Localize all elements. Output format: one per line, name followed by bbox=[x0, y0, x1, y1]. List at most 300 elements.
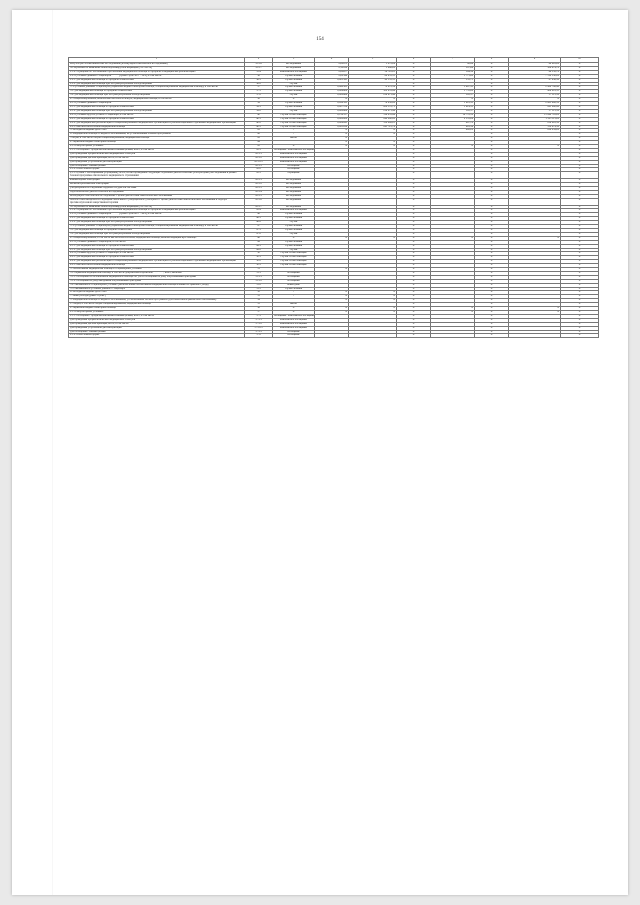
table-cell: X bbox=[561, 113, 599, 117]
table-cell: 7 760 330,20 bbox=[509, 74, 561, 78]
row-label-cell: 2.1.2. в неотложной форме bbox=[69, 334, 245, 338]
table-cell: X bbox=[475, 109, 509, 113]
table-cell: X bbox=[475, 240, 509, 244]
table-cell: случай лечения bbox=[273, 228, 315, 232]
table-cell: X bbox=[561, 283, 599, 287]
table-cell: X bbox=[397, 121, 431, 125]
table-cell: X bbox=[475, 121, 509, 125]
table-cell: X bbox=[475, 299, 509, 303]
table-cell: X bbox=[475, 326, 509, 330]
table-cell: - bbox=[273, 129, 315, 133]
table-cell: X bbox=[397, 164, 431, 168]
table-cell: посещений bbox=[273, 271, 315, 275]
table-cell: X bbox=[397, 190, 431, 194]
row-label-cell: для проведения профилактических медицинских осмотров bbox=[69, 152, 245, 156]
table-cell: X bbox=[561, 82, 599, 86]
table-cell: X bbox=[475, 236, 509, 240]
table-cell: исследование bbox=[273, 66, 315, 70]
table-cell: 158 474,30 bbox=[509, 125, 561, 129]
table-cell: X bbox=[475, 213, 509, 217]
table-cell: X bbox=[561, 105, 599, 109]
table-cell: 102 631,96 bbox=[349, 90, 397, 94]
table-row bbox=[69, 172, 599, 179]
table-cell: 102,37 bbox=[431, 94, 475, 98]
table-cell bbox=[349, 198, 397, 205]
table-cell: X bbox=[475, 194, 509, 198]
table-cell: 46 bbox=[245, 213, 273, 217]
table-cell: X bbox=[397, 145, 431, 149]
table-cell: X bbox=[561, 244, 599, 248]
table-cell: случай госпитализации bbox=[273, 117, 315, 121]
table-cell: X bbox=[475, 198, 509, 205]
table-cell: 2 355,06 bbox=[431, 117, 475, 121]
table-cell: 35.3.7 bbox=[245, 66, 273, 70]
table-cell: исследование bbox=[273, 198, 315, 205]
table-cell: 239 816,30 bbox=[509, 121, 561, 125]
row-label-cell: для проведения диспансеризации, всего, в том числе: bbox=[69, 322, 245, 326]
table-cell: койко-день bbox=[273, 283, 315, 287]
table-cell: X bbox=[397, 86, 431, 90]
table-cell: 1 775,62 bbox=[431, 74, 475, 78]
table-cell bbox=[509, 334, 561, 338]
table-cell: X bbox=[561, 303, 599, 307]
table-cell: случай госпитализации bbox=[273, 113, 315, 117]
table-cell: 72 872,19 bbox=[349, 86, 397, 90]
table-cell: X bbox=[397, 90, 431, 94]
table-cell: X bbox=[561, 172, 599, 179]
table-cell: 46.2 bbox=[245, 221, 273, 225]
table-cell bbox=[349, 172, 397, 179]
table-cell: X bbox=[509, 307, 561, 311]
table-cell: 57 bbox=[245, 311, 273, 315]
table-cell: X bbox=[315, 291, 349, 295]
table-cell: 5 667,33 bbox=[431, 86, 475, 90]
table-cell: X bbox=[397, 256, 431, 260]
table-cell: X bbox=[475, 82, 509, 86]
table-cell: 51.1 bbox=[245, 271, 273, 275]
table-cell: 39 bbox=[245, 102, 273, 106]
table-cell: X bbox=[397, 221, 431, 225]
table-cell: 45.1.1 bbox=[245, 152, 273, 156]
table-cell: X bbox=[397, 82, 431, 86]
table-cell: 2 420 786,40 bbox=[509, 86, 561, 90]
table-cell: X bbox=[397, 98, 431, 102]
table-cell: 45 bbox=[245, 145, 273, 149]
table-cell: 45.3.5 bbox=[245, 194, 273, 198]
table-cell: X bbox=[397, 260, 431, 264]
table-cell: случай госпитализации bbox=[273, 125, 315, 129]
table-cell: 0,004443 bbox=[315, 121, 349, 125]
table-cell: X bbox=[561, 256, 599, 260]
table-cell: 408,22 bbox=[431, 129, 475, 133]
table-cell: 219 673,46 bbox=[349, 109, 397, 113]
table-cell: случай госпитализации bbox=[273, 121, 315, 125]
table-cell: X bbox=[431, 307, 475, 311]
table-cell: 11 840 763,00 bbox=[509, 113, 561, 117]
table-cell: X bbox=[475, 74, 509, 78]
table-cell bbox=[509, 198, 561, 205]
table-cell: 45.3.3 bbox=[245, 187, 273, 191]
table-cell: X bbox=[397, 105, 431, 109]
table-cell: 42 bbox=[245, 133, 273, 137]
table-cell: 135,75 bbox=[431, 78, 475, 82]
table-cell: X bbox=[561, 295, 599, 299]
row-label-cell: 4.2.3. высокотехнологичная медицинская помощь bbox=[69, 264, 245, 268]
table-cell: X bbox=[431, 98, 475, 102]
table-cell: X bbox=[561, 334, 599, 338]
table-cell: X bbox=[475, 190, 509, 194]
row-label-cell: 2.1. в амбулаторных условиях: bbox=[69, 311, 245, 315]
table-cell: 0,02101 bbox=[315, 63, 349, 67]
table-cell: X bbox=[397, 334, 431, 338]
row-label-cell: 2.2.2. для медицинской помощи при экстракорпоральном оплодотворении bbox=[69, 82, 245, 86]
table-cell: X bbox=[315, 307, 349, 311]
row-label-cell: 4.2.2. для медицинской реабилитации в специализированных медицинских организациях и реабилитационных отделениях медицинских организаций bbox=[69, 121, 245, 125]
table-cell: исследование bbox=[273, 179, 315, 183]
table-cell: X bbox=[561, 228, 599, 232]
table-cell: X bbox=[561, 133, 599, 137]
table-cell: 57.1.2.1 bbox=[245, 326, 273, 330]
table-cell: X bbox=[561, 194, 599, 198]
row-label-cell: тестирование на выявление новой коронавирусной инфекции (COVID-19) bbox=[69, 66, 245, 70]
table-cell: 51.3 bbox=[245, 287, 273, 291]
table-cell: 36.1 bbox=[245, 78, 273, 82]
row-label-cell: 4.2. в условиях круглосуточного стационара, в том числе: bbox=[69, 252, 245, 256]
table-cell: X bbox=[349, 291, 397, 295]
column-header: 9 bbox=[509, 58, 561, 63]
table-cell: посещение bbox=[273, 330, 315, 334]
table-cell: X bbox=[475, 117, 509, 121]
table-cell: X bbox=[561, 187, 599, 191]
table-cell: 60 955,15 bbox=[349, 74, 397, 78]
table-cell: X bbox=[561, 164, 599, 168]
table-cell: 45.1 bbox=[245, 148, 273, 152]
row-label-cell: 5.2. оказываемая в стационарных условиях (включая койки паллиативной медицинской помощи и койки сестринского ухода) bbox=[69, 283, 245, 287]
table-cell: 0,02549 bbox=[315, 74, 349, 78]
table-cell: X bbox=[561, 260, 599, 264]
table-cell: X bbox=[431, 311, 475, 315]
table-cell: X bbox=[397, 283, 431, 287]
row-label-cell: 4.1. в условиях дневных стационаров, в том числе: bbox=[69, 240, 245, 244]
row-label-cell: 4.1. в условиях дневных стационаров bbox=[69, 102, 245, 106]
table-cell: X bbox=[561, 90, 599, 94]
table-cell: X bbox=[561, 148, 599, 152]
row-label-cell: магнитно-резонансная томография bbox=[69, 183, 245, 187]
table-cell: 45.1.2 bbox=[245, 156, 273, 160]
table-cell: X bbox=[349, 141, 397, 145]
row-label-cell: 2. Первичная медико-санитарная помощь bbox=[69, 141, 245, 145]
table-cell: 45.1.3 bbox=[245, 164, 273, 168]
page-number: 154 bbox=[316, 37, 324, 42]
table-cell: 55 bbox=[245, 303, 273, 307]
table-cell: X bbox=[397, 314, 431, 318]
row-label-cell: 5.1. первичная медицинская помощь, в том числе доврачебная и врачебная ********, всего, включая: bbox=[69, 271, 245, 275]
table-cell: X bbox=[475, 129, 509, 133]
table-cell: X bbox=[397, 217, 431, 221]
table-cell: 0,12836 bbox=[315, 66, 349, 70]
table-cell: X bbox=[475, 268, 509, 272]
table-cell: 79 832,82 bbox=[349, 102, 397, 106]
row-label-cell: для проведения профилактических медицинских осмотров bbox=[69, 318, 245, 322]
table-cell: X bbox=[475, 164, 509, 168]
table-cell: X bbox=[397, 326, 431, 330]
scan-artifact bbox=[52, 10, 53, 895]
row-label-cell: тестирование на выявление новой коронавирусной инфекции (COVID-19) bbox=[69, 205, 245, 209]
table-cell: X bbox=[397, 125, 431, 129]
table-cell: 50.3 bbox=[245, 264, 273, 268]
table-cell: X bbox=[509, 145, 561, 149]
table-cell: X bbox=[397, 183, 431, 187]
table-cell: X bbox=[349, 133, 397, 137]
table-cell bbox=[315, 334, 349, 338]
table-cell: X bbox=[349, 129, 397, 133]
row-label-cell: 3. Медицинская помощь по видам и заболеваниям, установленным базовой программой (дополнительное финансовое обеспечение): bbox=[69, 299, 245, 303]
table-cell: X bbox=[475, 148, 509, 152]
table-cell: X bbox=[397, 318, 431, 322]
table-cell: X bbox=[273, 145, 315, 149]
table-cell: 36.2 bbox=[245, 82, 273, 86]
table-cell: X bbox=[349, 307, 397, 311]
table-cell: X bbox=[475, 244, 509, 248]
table-cell: X bbox=[561, 66, 599, 70]
table-cell: 36 bbox=[245, 74, 273, 78]
table-cell: X bbox=[561, 225, 599, 229]
row-label-cell: ультразвуковое исследование сердечно-сосудистой системы bbox=[69, 187, 245, 191]
row-label-cell: 5. Паллиативная медицинская помощь в стационарных условиях ******** bbox=[69, 268, 245, 272]
table-cell: X bbox=[475, 66, 509, 70]
table-cell: X bbox=[561, 213, 599, 217]
table-cell: 57 115,10 bbox=[509, 94, 561, 98]
table-cell: 49.2 bbox=[245, 248, 273, 252]
table-cell: 52 bbox=[245, 291, 273, 295]
row-label-cell: 5.1.2. посещения на дому выездными патронажными бригадами bbox=[69, 279, 245, 283]
table-cell: X bbox=[475, 205, 509, 209]
table-cell: X bbox=[561, 168, 599, 172]
table-cell: X bbox=[397, 78, 431, 82]
table-cell: случай лечения bbox=[273, 240, 315, 244]
table-cell: 50.2 bbox=[245, 260, 273, 264]
table-cell: X bbox=[475, 183, 509, 187]
table-cell: случай лечения bbox=[273, 225, 315, 229]
table-cell bbox=[509, 172, 561, 179]
table-cell: X bbox=[561, 236, 599, 240]
table-cell: X bbox=[397, 117, 431, 121]
table-cell: случай госпитализации bbox=[273, 252, 315, 256]
row-label-cell: 5. Расходы на ведение дела СМО bbox=[69, 129, 245, 133]
row-label-cell: 2.1.2. в неотложной форме bbox=[69, 168, 245, 172]
table-cell: 45.3.1 bbox=[245, 179, 273, 183]
table-cell: случай госпитализации bbox=[273, 264, 315, 268]
table-cell: X bbox=[273, 307, 315, 311]
table-cell: X bbox=[475, 330, 509, 334]
table-cell: 144,56 bbox=[431, 70, 475, 74]
table-cell: X bbox=[349, 299, 397, 303]
table-cell: 44 bbox=[245, 141, 273, 145]
table-cell: X bbox=[561, 117, 599, 121]
table-cell: X bbox=[561, 74, 599, 78]
table-cell: случай госпитализации bbox=[273, 260, 315, 264]
table-cell: X bbox=[561, 271, 599, 275]
table-cell: комплексное посещение bbox=[273, 156, 315, 160]
table-cell: X bbox=[397, 236, 431, 240]
table-cell: X bbox=[397, 152, 431, 156]
table-cell: X bbox=[431, 236, 475, 240]
table-cell: 94 132,70 bbox=[509, 70, 561, 74]
row-label-cell: 5.3. оказываемая в условиях дневного стационара bbox=[69, 287, 245, 291]
table-cell: 40 bbox=[245, 113, 273, 117]
table-cell: X bbox=[561, 121, 599, 125]
table-cell: случай лечения bbox=[273, 217, 315, 221]
table-cell: X bbox=[475, 275, 509, 279]
table-cell: 138 806,25 bbox=[349, 121, 397, 125]
table-cell: X bbox=[561, 287, 599, 291]
table-cell: 0,000466 bbox=[315, 94, 349, 98]
table-cell: 56 722,03 bbox=[349, 70, 397, 74]
table-cell: X bbox=[397, 240, 431, 244]
table-cell: X bbox=[561, 221, 599, 225]
table-cell: 1 325 113,00 bbox=[509, 117, 561, 121]
table-cell: случай лечения bbox=[273, 213, 315, 217]
table-cell: X bbox=[315, 299, 349, 303]
table-cell: случай лечения bbox=[273, 102, 315, 106]
table-cell: X bbox=[475, 217, 509, 221]
row-label-cell: 2.1. в амбулаторных условиях: bbox=[69, 145, 245, 149]
table-cell: X bbox=[475, 125, 509, 129]
table-cell: 51.2 bbox=[245, 283, 273, 287]
table-cell: X bbox=[397, 187, 431, 191]
table-cell: комплексное посещение bbox=[273, 326, 315, 330]
table-cell: X bbox=[475, 314, 509, 318]
table-cell: X bbox=[561, 63, 599, 67]
row-label-cell: 4.2. в условиях круглосуточного стационара, в том числе: bbox=[69, 113, 245, 117]
row-label-cell: 2.2. в условиях дневных стационаров ***** (сумма строк 46.1 + 46.2), в том числе: bbox=[69, 213, 245, 217]
table-cell: 45.2 bbox=[245, 168, 273, 172]
table-cell: X bbox=[273, 236, 315, 240]
table-cell: X bbox=[397, 148, 431, 152]
table-cell: X bbox=[397, 248, 431, 252]
table-cell: 102,37 bbox=[431, 109, 475, 113]
table-cell: случай лечения bbox=[273, 244, 315, 248]
table-cell: X bbox=[475, 295, 509, 299]
row-label-cell: 4.2.1. для медицинской помощи по профилю «онкология» bbox=[69, 117, 245, 121]
table-cell: X bbox=[397, 70, 431, 74]
table-cell: случай bbox=[273, 232, 315, 236]
table-cell: X bbox=[315, 268, 349, 272]
table-cell: 57.1.3 bbox=[245, 330, 273, 334]
row-label-cell: 4.2.1. для медицинской помощи по профилю «онкология» bbox=[69, 256, 245, 260]
table-cell: случай bbox=[273, 109, 315, 113]
table-cell: 0,008689 bbox=[315, 117, 349, 121]
table-cell: 0,026541 bbox=[315, 102, 349, 106]
table-cell: X bbox=[475, 156, 509, 160]
table-cell: X bbox=[475, 133, 509, 137]
table-cell: случай лечения bbox=[273, 78, 315, 82]
table-cell: X bbox=[397, 307, 431, 311]
table-cell: 57.1.2 bbox=[245, 322, 273, 326]
table-cell: 641,39 bbox=[431, 125, 475, 129]
table-cell: X bbox=[397, 275, 431, 279]
table-cell: 40.2 bbox=[245, 121, 273, 125]
table-cell: X bbox=[561, 248, 599, 252]
table-cell: X bbox=[475, 318, 509, 322]
table-cell: X bbox=[397, 179, 431, 183]
table-cell: X bbox=[475, 102, 509, 106]
table-cell: X bbox=[475, 63, 509, 67]
table-cell: 51 bbox=[245, 268, 273, 272]
row-label-cell: 2.1.1. посещения с профилактическими и иными целями, всего, в том числе bbox=[69, 148, 245, 152]
table-body bbox=[69, 63, 599, 338]
table-cell: X bbox=[475, 172, 509, 179]
table-cell: 40.1 bbox=[245, 117, 273, 121]
row-label-cell: 2.2.2. для медицинской помощи при экстракорпоральном оплодотворении bbox=[69, 221, 245, 225]
row-label-cell: 5.1.1. посещения по паллиативной медицинской помощи без учета посещений на дому патронажными бригадами bbox=[69, 275, 245, 279]
row-label-cell: 2.1.4. обращение по заболеванию при оказании медицинской помощи по профилю «Медицинская реабилитация» bbox=[69, 70, 245, 74]
table-cell bbox=[431, 198, 475, 205]
table-cell: X bbox=[397, 205, 431, 209]
row-label-cell: 4.1.1. для медицинской помощи по профилю «онкология» bbox=[69, 244, 245, 248]
row-label-cell: молекулярно-генетическое исследование с целью диагностики онкологических заболеваний bbox=[69, 194, 245, 198]
table-cell: X bbox=[561, 322, 599, 326]
table-cell: посещение / комплексное посещение bbox=[274, 148, 315, 151]
table-cell: X bbox=[561, 179, 599, 183]
table-cell: X bbox=[561, 252, 599, 256]
row-label-cell: - скорая, в том числе скорая специализированная, медицинская помощь bbox=[69, 137, 245, 141]
row-label-cell: компьютерная томография bbox=[69, 179, 245, 183]
table-cell: X bbox=[561, 94, 599, 98]
table-cell: X bbox=[475, 221, 509, 225]
table-cell: посещение / комплексное посещение bbox=[274, 314, 315, 317]
table-cell: 226 859,00 bbox=[509, 129, 561, 133]
table-cell: 16 776,12 bbox=[431, 113, 475, 117]
table-cell: 114 855,94 bbox=[349, 113, 397, 117]
table-cell: X bbox=[475, 90, 509, 94]
table-cell: 48 bbox=[245, 236, 273, 240]
table-cell: X bbox=[475, 228, 509, 232]
table-cell: X bbox=[561, 160, 599, 164]
table-cell: X bbox=[475, 322, 509, 326]
table-cell: 891 840,90 bbox=[509, 105, 561, 109]
table-cell: X bbox=[561, 330, 599, 334]
table-cell: 54 bbox=[245, 299, 273, 303]
table-cell: X bbox=[475, 311, 509, 315]
table-cell: X bbox=[561, 307, 599, 311]
table-cell: X bbox=[397, 295, 431, 299]
table-cell: X bbox=[475, 179, 509, 183]
table-cell: исследование bbox=[273, 190, 315, 194]
row-label-cell: 4.1.1. для медицинской помощи по профилю «онкология» bbox=[69, 105, 245, 109]
table-cell: 187,64 bbox=[431, 66, 475, 70]
row-label-cell: 3.1. для медицинской помощи по профилю «онкология» bbox=[69, 90, 245, 94]
table-cell: X bbox=[397, 271, 431, 275]
table-cell: X bbox=[273, 98, 315, 102]
table-cell: X bbox=[349, 236, 397, 240]
table-cell: X bbox=[315, 137, 349, 141]
table-cell: X bbox=[561, 311, 599, 315]
table-cell: вызов bbox=[273, 303, 315, 307]
table-cell: исследование bbox=[273, 194, 315, 198]
table-cell: 38 bbox=[245, 98, 273, 102]
table-cell: X bbox=[349, 311, 397, 315]
table-cell: X bbox=[475, 291, 509, 295]
table-cell: X bbox=[561, 109, 599, 113]
table-cell: X bbox=[397, 268, 431, 272]
row-label-cell: 2.1.4. обращение по заболеванию при оказании медицинской помощи по профилю «Медицинская реабилитация» bbox=[69, 209, 245, 213]
table-cell: X bbox=[349, 295, 397, 299]
table-cell: X bbox=[397, 160, 431, 164]
row-label-cell: 4. Специализированная, в том числе высокотехнологичная, медицинская помощь, включая медицинскую помощь: bbox=[69, 236, 245, 240]
table-cell: X bbox=[397, 264, 431, 268]
table-cell: 37.1 bbox=[245, 90, 273, 94]
